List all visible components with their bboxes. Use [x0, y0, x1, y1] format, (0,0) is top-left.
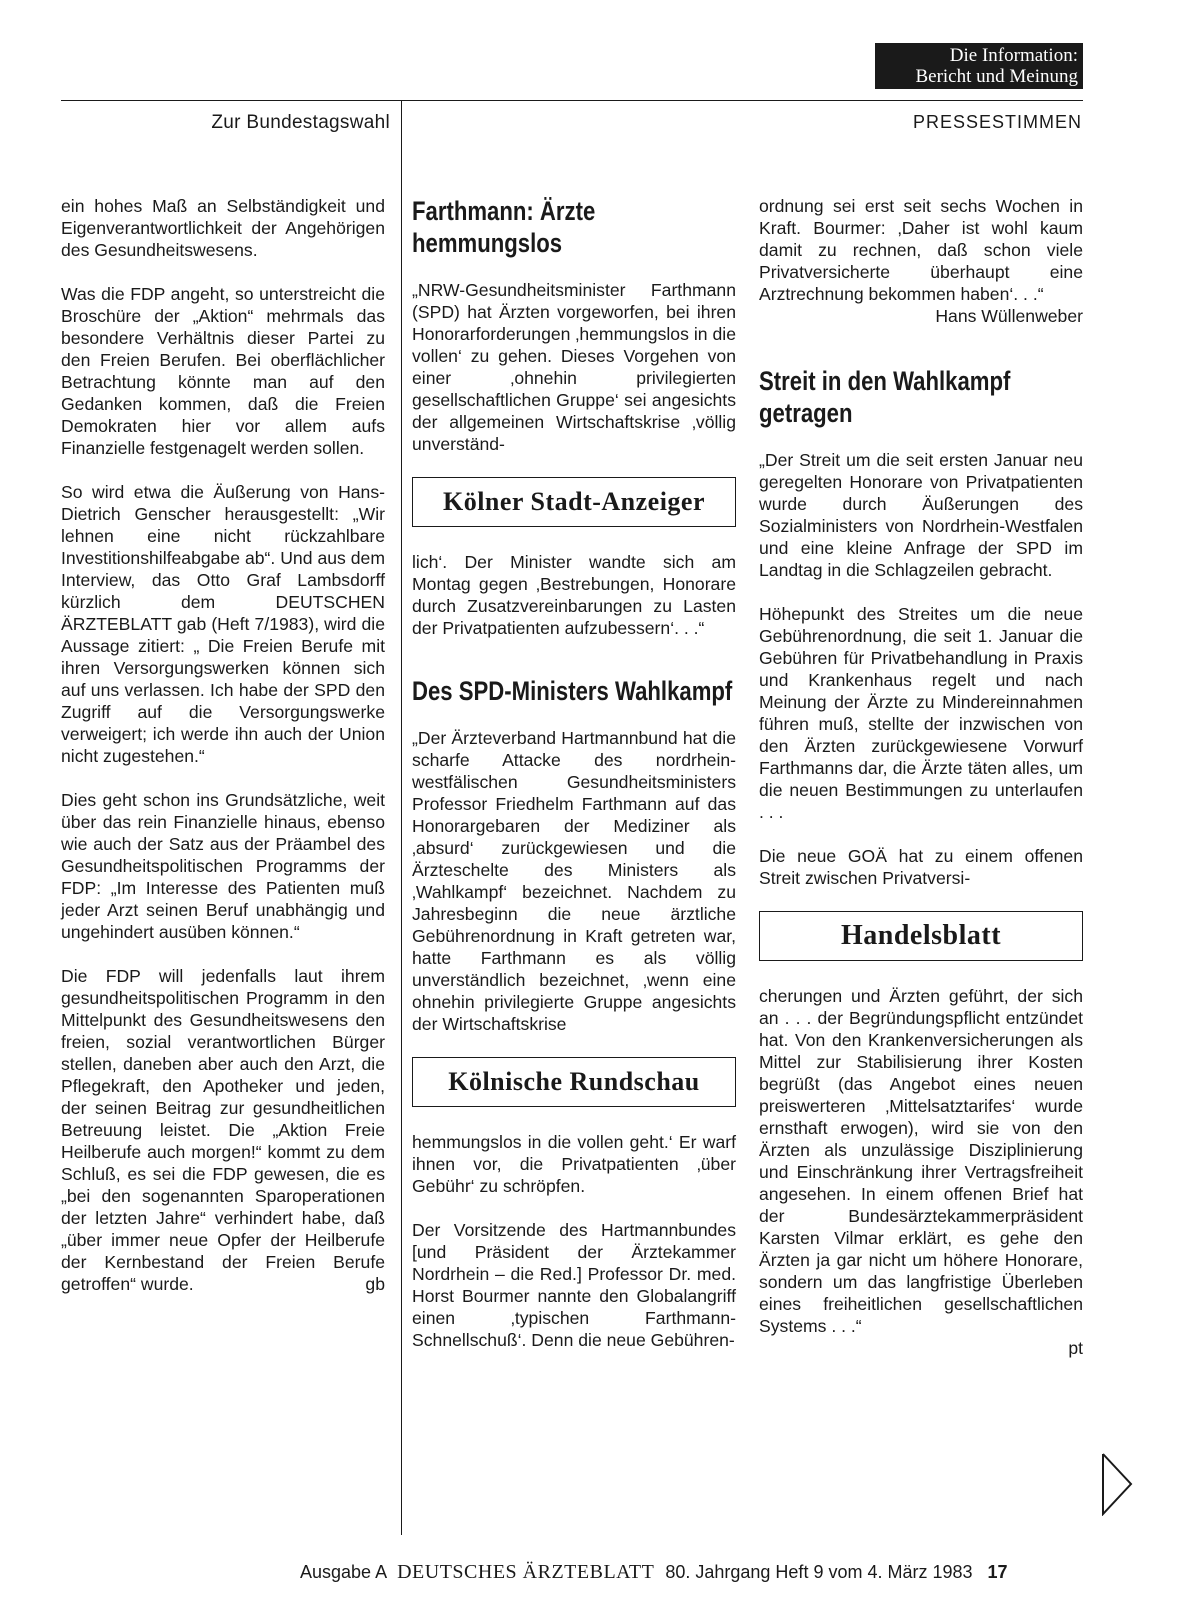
author-name: Hans Wüllenweber: [935, 306, 1083, 326]
article-column-1: [61, 195, 385, 1295]
quote-paragraph: „NRW-Gesundheitsminister Farthmann (SPD) hat Ärzten vorgeworfen, bei ihren Honorarforderungen ‚hemmungslos in die vollen‘ zu gehen. Dieses Vorgehen von einer ‚ohnehin privilegierten gesellschaftlichen Gruppe‘ sei angesichts der allgemeinen Wirtschaftskrise ‚völlig unverständ-: [412, 280, 736, 454]
quote-paragraph: „Der Streit um die seit ersten Januar neu geregelten Honorare von Privatpatienten wurde durch Äußerungen des Sozialministers von Nordrhein-Westfalen und eine kleine Anfrage der SPD im Landtag in die Schlagzeilen gebracht.: [759, 450, 1083, 580]
newspaper-masthead: Kölnische Rundschau: [412, 1057, 736, 1107]
author-initials: gb: [365, 1274, 385, 1294]
section-badge: [875, 43, 1083, 89]
newspaper-masthead: Handelsblatt: [759, 911, 1083, 961]
section-title-left: Zur Bundestagswahl: [211, 112, 390, 133]
quote-paragraph: lich‘. Der Minister wandte sich am Montag gegen ‚Bestrebungen, Honorare durch Zusatzvereinbarungen zu Lasten der Privatpatienten aufzubessern‘. . .“: [412, 552, 736, 638]
newspaper-masthead: Kölner Stadt-Anzeiger: [412, 477, 736, 527]
quote-paragraph: Der Vorsitzende des Hartmannbundes [und Präsident der Ärztekammer Nordrhein – die Red.] Professor Dr. med. Horst Bourmer nannte den Globalangriff einen ‚typischen Farthmann-Schnellschuß‘. Denn die neue Gebühren-: [412, 1220, 736, 1350]
quote-paragraph: hemmungslos in die vollen geht.‘ Er warf ihnen vor, die Privatpatienten ‚über Gebühr‘ zu schröpfen.: [412, 1132, 736, 1196]
section-title-right: PRESSESTIMMEN: [912, 112, 1082, 132]
paragraph: Was die FDP angeht, so unterstreicht die Broschüre der „Aktion“ mehrmals das besondere Verhältnis dieser Partei zu den Freien Berufen. Bei oberflächlicher Betrachtung könnte man auf den Gedanken kommen, daß die Freien Demokraten hier vor allem aufs Finanzielle festgenagelt werden sollen.: [61, 284, 385, 458]
quote-paragraph: Die neue GOÄ hat zu einem offenen Streit zwischen Privatversi-: [759, 846, 1083, 888]
article-column-3: [759, 195, 1083, 1359]
column-divider: [401, 100, 402, 1535]
page-number: 17: [987, 1562, 1008, 1582]
page-footer: [300, 1561, 1083, 1584]
article-column-2: [412, 195, 736, 1351]
continue-arrow-icon: [1100, 1452, 1134, 1516]
footer-edition: Ausgabe A: [300, 1562, 387, 1582]
paragraph: ein hohes Maß an Selbständigkeit und Eigenverantwortlichkeit der Angehörigen des Gesundheitswesens.: [61, 196, 385, 260]
headline: Streit in den Wahlkampf getragen: [759, 366, 1011, 428]
badge-line-2: Bericht und Meinung: [915, 66, 1078, 87]
quote-paragraph: „Der Ärzteverband Hartmannbund hat die scharfe Attacke des nordrhein-westfälischen Gesundheitsministers Professor Friedhelm Farthmann auf das Honorargebaren der Mediziner als ‚absurd‘ zurückgewiesen und die Ärzteschelte des Ministers als ‚Wahlkampf‘ bezeichnet. Nachdem zu Jahresbeginn die neue ärztliche Gebührenordnung in Kraft getreten war, hatte Farthmann es als völlig unverständlich bezeichnet, ‚wenn eine ohnehin privilegierte Gruppe angesichts der Wirtschaftskrise: [412, 728, 736, 1034]
footer-issue: 80. Jahrgang Heft 9 vom 4. März 1983: [665, 1562, 973, 1582]
paragraph: Die FDP will jedenfalls laut ihrem gesundheitspolitischen Programm in den Mittelpunkt des Gesundheitswesens den freien, sozial verantwortlichen Bürger stellen, daneben aber auch den Arzt, die Pflegekraft, den Apotheker und jeden, der seinen Beitrag zur gesundheitlichen Betreuung leistet. Die „Aktion Freie Heilberufe auch morgen!“ kommt zu dem Schluß, es sei die FDP gewesen, die es „bei den sogenannten Sparoperationen der letzten Jahre“ verhindert habe, daß „über immer neue Opfer der Heilberufe der Kernbestand der Freien Berufe getroffen“ wurde.: [61, 966, 385, 1294]
author-initials: pt: [1068, 1338, 1083, 1358]
top-rule: [61, 100, 1083, 101]
headline: Des SPD-Ministers Wahlkampf: [412, 676, 733, 706]
paragraph: Dies geht schon ins Grundsätzliche, weit über das rein Finanzielle hinaus, ebenso wie auch der Satz aus der Präambel des Gesundheitspolitischen Programms der FDP: „Im Interesse des Patienten muß jeder Arzt seinen Beruf unabhängig und ungehindert ausüben können.“: [61, 790, 385, 942]
quote-paragraph: cherungen und Ärzten geführt, der sich an . . . der Begründungspflicht entzündet hat. Von den Krankenversicherungen als Mittel zur Stabilisierung ihrer Kosten begrüßt (das Angebot eines neuen preiswerteren ‚Mittelsatztarifes‘ wurde ernsthaft erwogen), wird sie von den Ärzten als unzulässige Disziplinierung und Einschränkung ihrer Vertragsfreiheit angesehen. In einem offenen Brief hat der Bundesärztekammerpräsident Karsten Vilmar erklärt, es gehe den Ärzten ja gar nicht um höhere Honorare, sondern um das langfristige Überleben eines freiheitlichen gesellschaftlichen Systems . . .“: [759, 986, 1083, 1336]
quote-paragraph: Höhepunkt des Streites um die neue Gebührenordnung, die seit 1. Januar die Gebühren für Privatbehandlung in Praxis und Krankenhaus regelt und nach Meinung der Ärzte zu Mindereinnahmen führen muß, stellte der inzwischen von den Ärzten zurückgewiesene Vorwurf Farthmanns dar, die Ärzte täten alles, um die neuen Bestimmungen zu unterlaufen . . .: [759, 604, 1083, 822]
quote-paragraph: ordnung sei erst seit sechs Wochen in Kraft. Bourmer: ‚Daher ist wohl kaum damit zu rechnen, daß schon viele Privatversicherte überhaupt eine Arztrechnung bekommen haben‘. . .“: [759, 196, 1083, 304]
headline: Farthmann: Ärzte hemmungslos: [412, 196, 596, 258]
footer-journal: DEUTSCHES ÄRZTEBLATT: [397, 1561, 655, 1583]
paragraph: So wird etwa die Äußerung von Hans-Dietrich Genscher herausgestellt: „Wir lehnen eine nicht rückzahlbare Investitionshilfeabgabe ab“. Und aus dem Interview, das Otto Graf Lambsdorff kürzlich dem DEUTSCHEN ÄRZTEBLATT gab (Heft 7/1983), wird die Aussage zitiert: „ Die Freien Berufe mit ihren Versorgungswerken können sich auf uns verlassen. Ich habe der SPD den Zugriff auf die Versorgungswerke verweigert; ich werde ihn auch der Union nicht zugestehen.“: [61, 482, 385, 766]
badge-line-1: Die Information:: [949, 45, 1078, 66]
